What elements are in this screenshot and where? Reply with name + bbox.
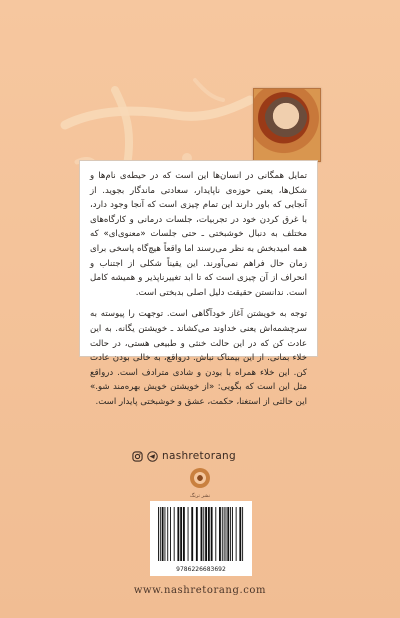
barcode-bar — [177, 507, 179, 561]
barcode-bar — [167, 507, 168, 561]
back-cover-paragraph-1: تمایل همگانی در انسان‌ها این است که در حیطه‌ی نام‌ها و شکل‌ها، یعنی حوزه‌ی ناپایدار، سعادتی ماندگار بجوید. از آنجایی که باور دارند این تمام چیزی است که آنجا وجود دارد، با غرق کردن خود در تجربیات، جلسات درمانی و کارگاه‌های مختلف به دنبال خوشبختی ـ حتی جلسات «معنوی‌ای» که همه امیدبخش به نظر می‌رسند اما واقعاً هیچ‌گاه پاسخی برای زمان حال فراهم نمی‌آورند. این یقیناً شکلی از اجتناب و انحراف از آن چیزی است که تا ابد تغییرناپذیر و همیشه کامل است. ندانستن حقیقت دلیل اصلی بدبختی است. — [90, 171, 307, 298]
barcode-bar — [170, 507, 171, 561]
barcode-bar — [211, 507, 213, 561]
telegram-icon[interactable] — [147, 451, 158, 462]
barcode-bar — [201, 507, 203, 561]
social-handle-row — [132, 449, 282, 463]
barcode-bar — [191, 507, 193, 561]
barcode-bar — [162, 507, 164, 561]
publisher-logo — [189, 467, 211, 493]
barcode-bar — [160, 507, 161, 561]
barcode-bar — [224, 507, 225, 561]
social-handle[interactable]: nashretorang — [162, 450, 236, 462]
barcode-bar — [222, 507, 223, 561]
barcode-bar — [174, 507, 175, 561]
back-cover-paragraph-2: توجه به خویشتن آغاز خودآگاهی است. توجهت را پیوسته به سرچشمه‌اش یعنی خداوند می‌کشاند ـ خویشتن یگانه. به این عادت کن که در این حالت خنثی و طبیعی هستی، در حالت خلاء بمانی. از این بیمناک نباش. درواقع، به خالی بودن عادت کن. این خلاء همراه با بودن و شادی مترادف است. درواقع مثل این است که بگویی: «از خویشتن خویش بهره‌مند شو.» این حالتی از استغنا، حکمت، عشق و خوشبختی پایدار است. — [90, 309, 307, 407]
barcode-bar — [226, 507, 227, 561]
barcode-bar — [232, 507, 233, 561]
barcode-bar — [242, 507, 243, 561]
publisher-website[interactable]: www.nashretorang.com — [133, 585, 267, 596]
isbn-number: 9786226683692 — [176, 566, 226, 573]
isbn-barcode — [150, 501, 252, 576]
barcode-bar — [183, 507, 185, 561]
barcode-bar — [180, 507, 182, 561]
publisher-logo-text: نشر ترنگ — [189, 493, 211, 499]
barcode-bar — [196, 507, 198, 561]
author-portrait — [253, 88, 321, 162]
barcode-bar — [215, 507, 216, 561]
barcode-bar — [188, 507, 189, 561]
barcode-bar — [236, 507, 237, 561]
barcode-bar — [164, 507, 165, 561]
barcode-bar — [205, 507, 207, 561]
barcode-bar — [203, 507, 204, 561]
barcode-bar — [230, 507, 231, 561]
back-cover-text-box — [79, 160, 318, 407]
barcode-bar — [158, 507, 159, 561]
barcode-bar — [219, 507, 221, 561]
barcode-bar — [208, 507, 210, 561]
instagram-icon[interactable] — [132, 451, 143, 462]
barcode-bar — [227, 507, 229, 561]
barcode-bar — [239, 507, 241, 561]
